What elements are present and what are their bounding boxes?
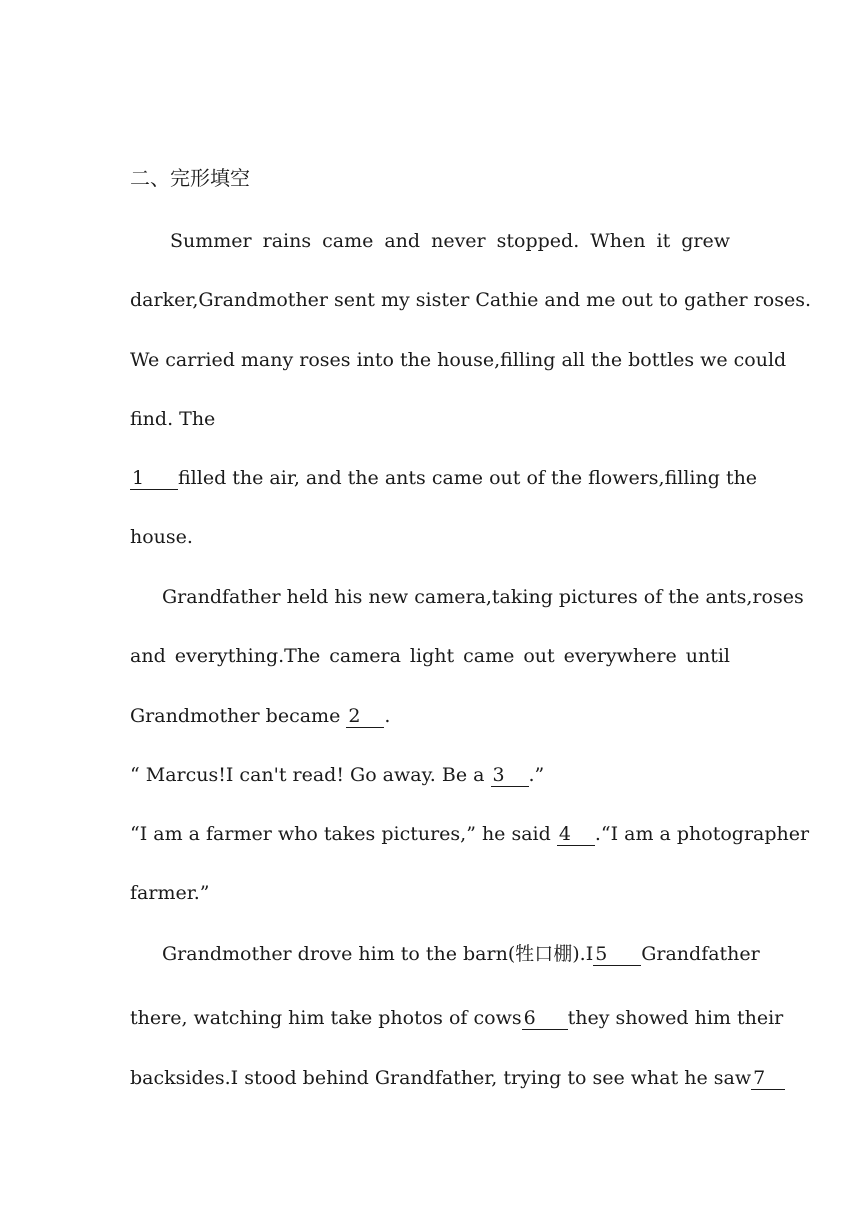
quote-2-line-2: farmer.” [130,882,210,905]
paragraph-3-line-2: and everything.The camera light came out everywhere until [130,645,730,668]
paragraph-2-line-1 [130,449,758,508]
paragraph-3-line-1: Grandfather held his new camera,taking pictures of the ants,roses [162,586,804,608]
quote-2-before: “I am a farmer who takes pictures,” he said [130,823,557,845]
blank-4[interactable]: 4 [557,823,595,846]
section-heading: 二、完形填空 [130,166,250,190]
paragraph-3-line-3-before: Grandmother became [130,704,347,727]
paragraph-4-line-3-before: backsides.I stood behind Grandfather, trying to see what he saw [130,1066,752,1089]
paragraph-2-line-2: house. [130,526,193,549]
paragraph-1-line-1: Summer rains came and never stopped. When it grew [170,230,730,252]
quote-1-after: .” [528,764,545,786]
blank-7[interactable]: 7 [751,1067,785,1090]
quote-2 [130,805,810,924]
paragraph-4-line-2-after: they showed him their [567,1007,784,1030]
paragraph-3 [130,568,804,746]
paragraph-3-line-3-after: . [384,704,391,727]
quote-2-after: .“I am a photographer [594,823,810,845]
quote-1-before: “ Marcus!I can't read! Go away. Be a [130,764,491,786]
paragraph-3-line-3 [130,687,730,746]
paragraph-2-line-1-text: filled the air, and the ants came out of the flowers,filling the [178,467,758,489]
paragraph-1-line-3: We carried many roses into the house,filling all the bottles we could [130,348,787,371]
paragraph-4-line-1-after: Grandfather [641,943,760,965]
quote-1 [130,746,730,805]
paragraph-2 [130,449,758,568]
quote-2-line-1 [130,805,810,864]
paragraph-4-line-1 [130,925,760,984]
blank-2[interactable]: 2 [346,705,384,728]
paragraph-4-line-2-before: there, watching him take photos of cows [130,1007,522,1030]
paragraph-4 [130,925,784,1108]
paragraph-1-line-4: find. The [130,407,216,430]
quote-1-line [130,746,730,805]
paragraph-4-line-2 [130,989,784,1048]
paragraph-1 [130,212,811,449]
blank-3[interactable]: 3 [491,764,529,787]
blank-5[interactable]: 5 [593,943,641,966]
paragraph-1-line-2: darker,Grandmother sent my sister Cathie and me out to gather roses. [130,289,811,312]
paragraph-4-line-1-before: Grandmother drove him to the barn(牲口棚).I [162,943,594,965]
blank-1[interactable]: 1 [130,467,178,490]
paragraph-4-line-3 [130,1049,766,1108]
blank-6[interactable]: 6 [522,1007,568,1030]
